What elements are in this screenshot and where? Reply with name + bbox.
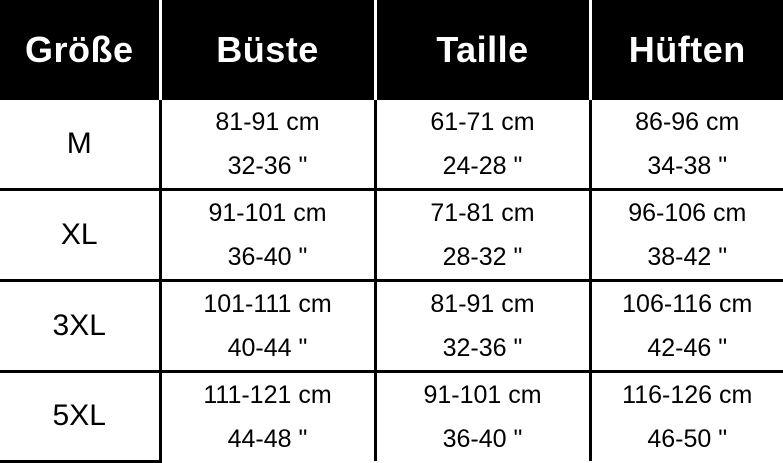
hips-cm-value: 96-106 cm (590, 190, 783, 236)
hips-cm-value: 116-126 cm (590, 372, 783, 418)
bust-inch-value: 40-44 " (160, 326, 375, 372)
size-label: M (0, 100, 160, 190)
waist-inch-value: 24-28 " (375, 144, 590, 190)
size-label: 5XL (0, 372, 160, 462)
waist-inch-value: 28-32 " (375, 235, 590, 281)
waist-cm-value: 91-101 cm (375, 372, 590, 418)
bust-inch-value: 44-48 " (160, 417, 375, 461)
table-row (0, 100, 783, 144)
table-row (0, 372, 783, 418)
hips-inch-value: 38-42 " (590, 235, 783, 281)
waist-cm-value: 61-71 cm (375, 100, 590, 144)
bust-cm-value: 101-111 cm (160, 281, 375, 327)
bust-inch-value: 32-36 " (160, 144, 375, 190)
bust-inch-value: 36-40 " (160, 235, 375, 281)
size-label: XL (0, 190, 160, 281)
column-header-hips: Hüften (590, 0, 783, 100)
hips-inch-value: 42-46 " (590, 326, 783, 372)
hips-inch-value: 46-50 " (590, 417, 783, 461)
hips-cm-value: 106-116 cm (590, 281, 783, 327)
hips-cm-value: 86-96 cm (590, 100, 783, 144)
table-row (0, 190, 783, 236)
waist-cm-value: 81-91 cm (375, 281, 590, 327)
column-header-waist: Taille (375, 0, 590, 100)
waist-inch-value: 32-36 " (375, 326, 590, 372)
size-label: 3XL (0, 281, 160, 372)
column-header-bust: Büste (160, 0, 375, 100)
bust-cm-value: 91-101 cm (160, 190, 375, 236)
bust-cm-value: 111-121 cm (160, 372, 375, 418)
hips-inch-value: 34-38 " (590, 144, 783, 190)
table-header-row (0, 0, 783, 100)
table-row (0, 281, 783, 327)
bust-cm-value: 81-91 cm (160, 100, 375, 144)
waist-inch-value: 36-40 " (375, 417, 590, 461)
waist-cm-value: 71-81 cm (375, 190, 590, 236)
column-header-size: Größe (0, 0, 160, 100)
